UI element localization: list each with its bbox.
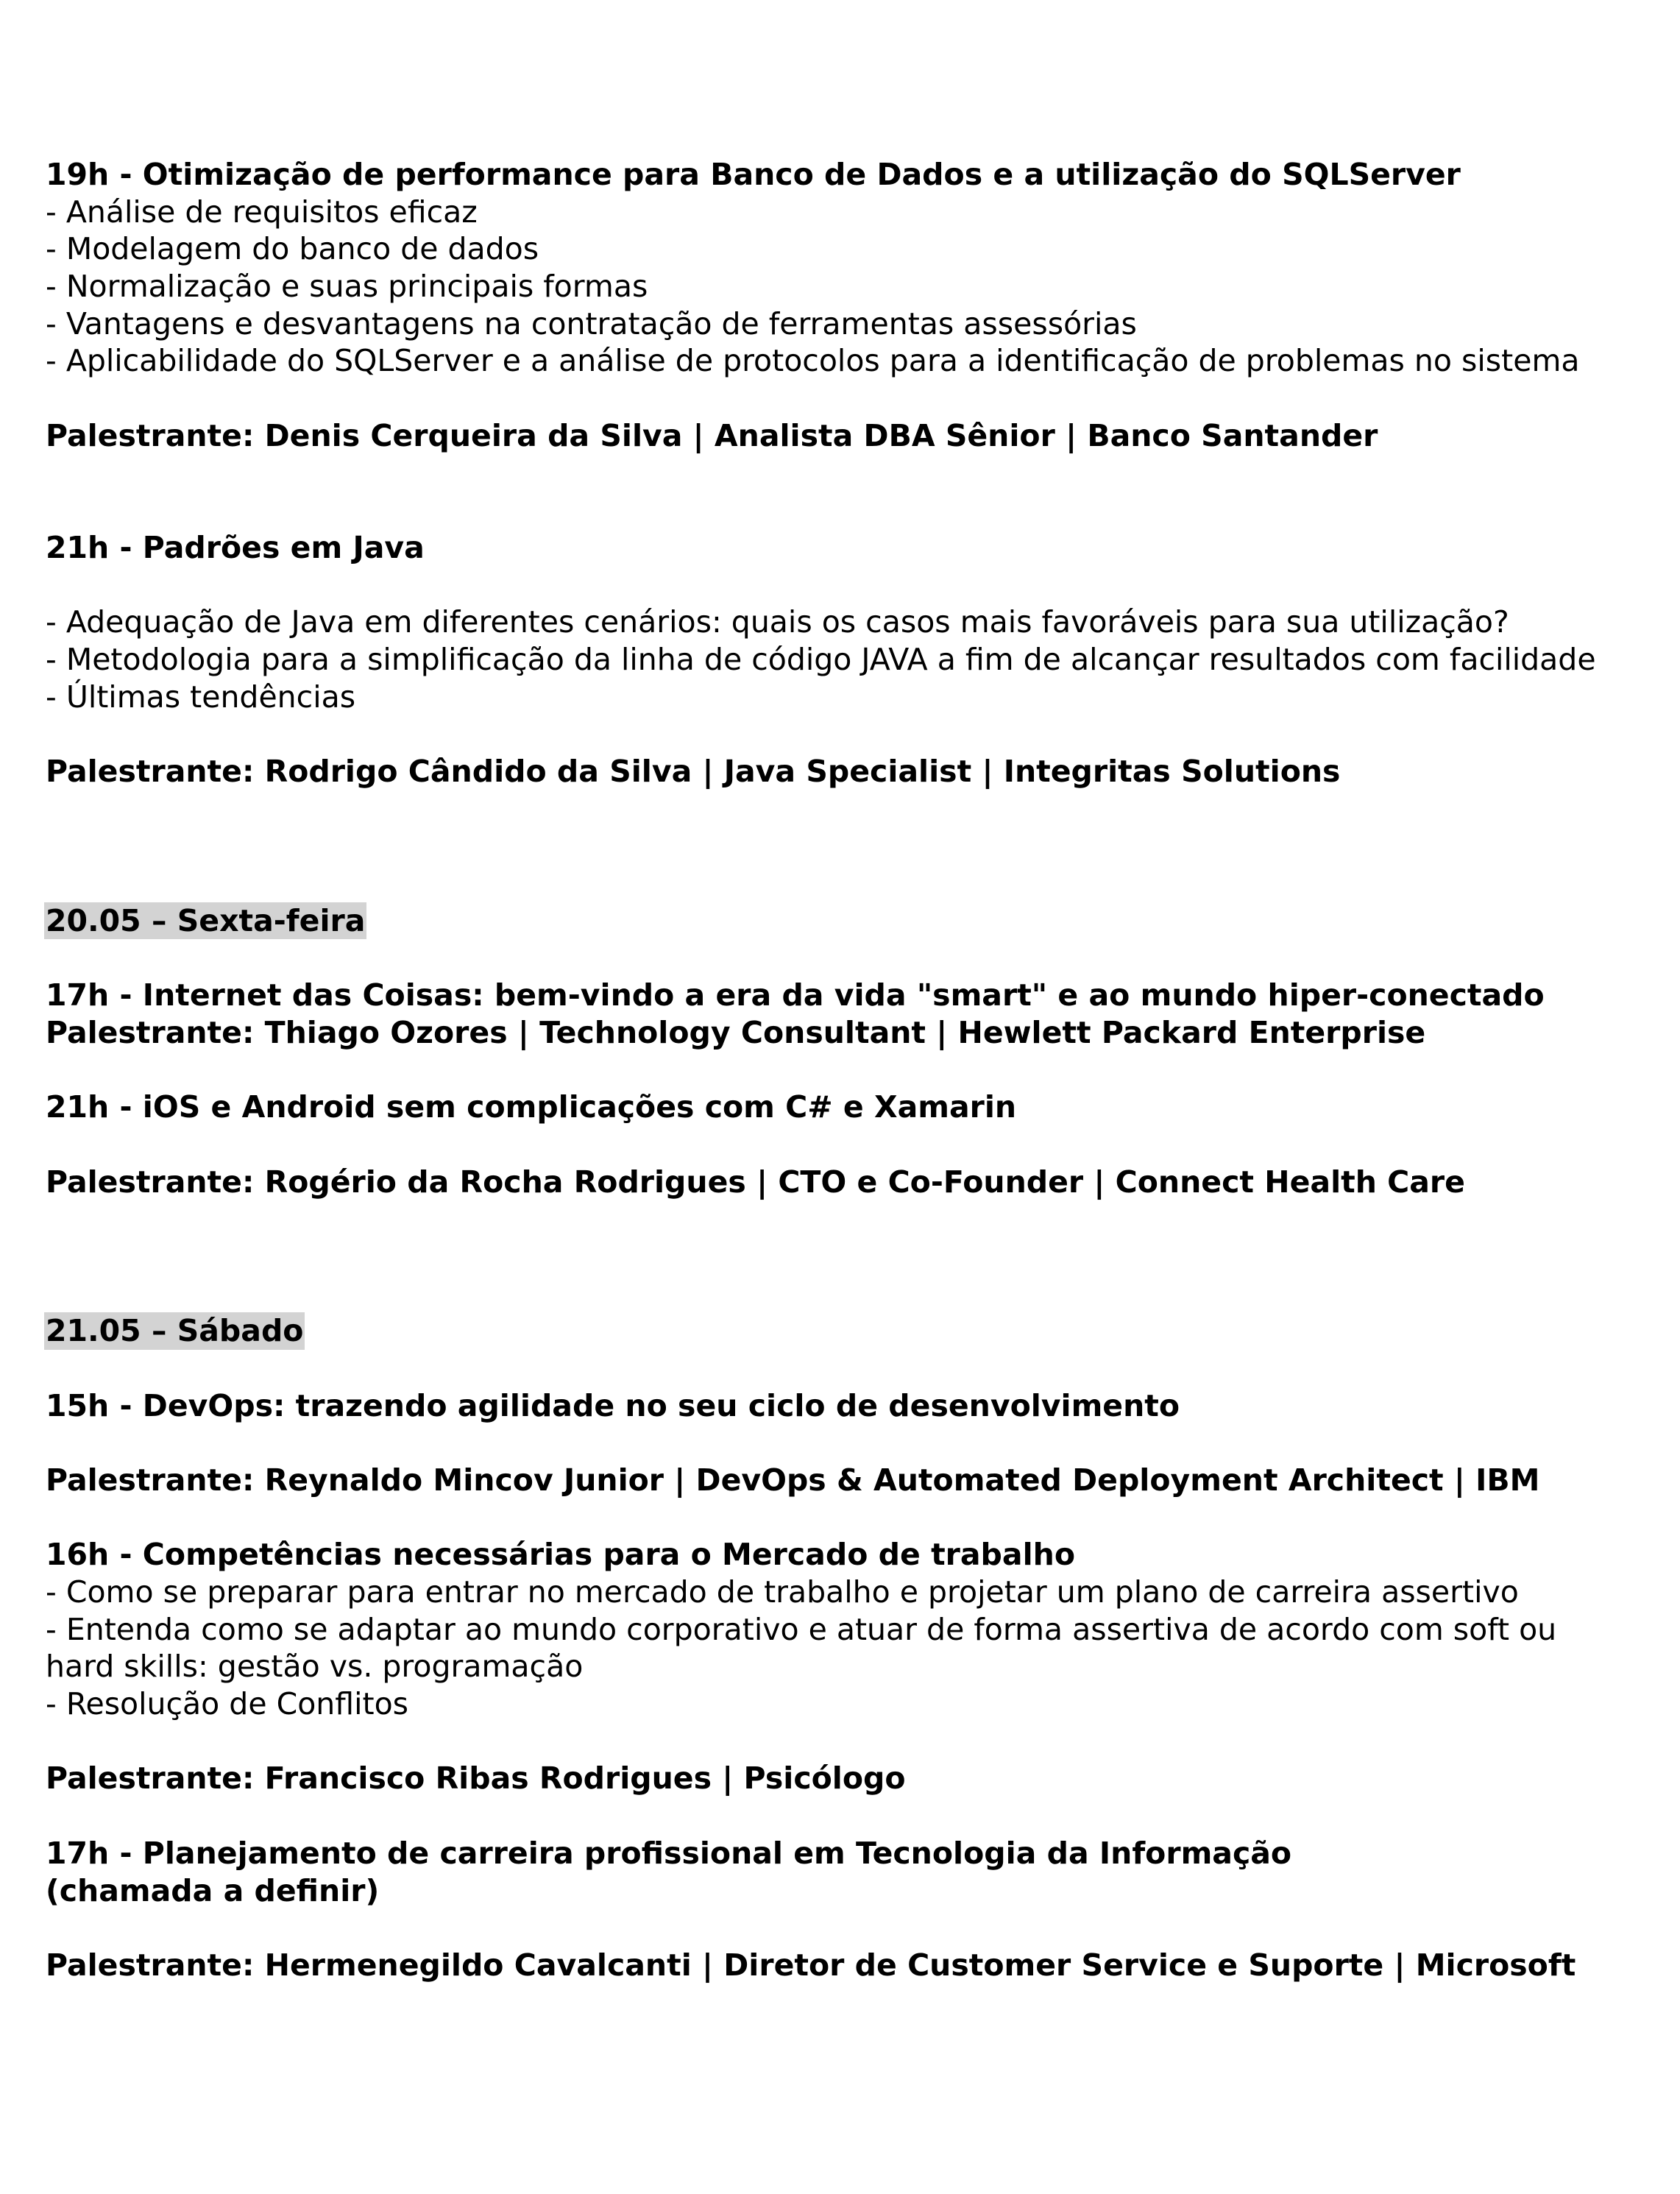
- day-heading-saturday: [46, 1312, 1650, 1350]
- session-speaker: Palestrante: Rogério da Rocha Rodrigues | CTO e Co-Founder | Connect Health Care: [46, 1164, 1465, 1200]
- session-topic: - Modelagem do banco de dados: [46, 231, 539, 267]
- session-title: 16h - Competências necessárias para o Mercado de trabalho: [46, 1537, 1075, 1573]
- session-title: 19h - Otimização de performance para Banco de Dados e a utilização do SQLServer: [46, 157, 1461, 192]
- session-speaker: Palestrante: Rodrigo Cândido da Silva | Java Specialist | Integritas Solutions: [46, 754, 1341, 790]
- session-speaker: Palestrante: Francisco Ribas Rodrigues | Psicólogo: [46, 1760, 906, 1797]
- session-topic: - Resolução de Conflitos: [46, 1686, 409, 1722]
- day-heading-friday: [46, 902, 1650, 940]
- session-topic: - Como se preparar para entrar no mercado de trabalho e projetar um plano de carreira assertivo: [46, 1574, 1519, 1610]
- session-title: 17h - Internet das Coisas: bem-vindo a era da vida "smart" e ao mundo hiper-conectado: [46, 977, 1545, 1013]
- session-speaker: Palestrante: Denis Cerqueira da Silva | Analista DBA Sênior | Banco Santander: [46, 417, 1378, 453]
- session-topic: - Metodologia para a simplificação da linha de código JAVA a fim de alcançar resultados com facilidade: [46, 641, 1596, 677]
- session-title: 21h - iOS e Android sem complicações com C# e Xamarin: [46, 1089, 1017, 1125]
- session-topic: - Últimas tendências: [46, 679, 356, 715]
- session-topic: - Adequação de Java em diferentes cenários: quais os casos mais favoráveis para sua utilização?: [46, 604, 1509, 640]
- session-topic: - Aplicabilidade do SQLServer e a análise de protocolos para a identificação de problemas no sistema: [46, 343, 1580, 379]
- day-label: 20.05 – Sexta-feira: [46, 902, 366, 938]
- schedule-document: [46, 156, 1650, 1984]
- session-topic: - Entenda como se adaptar ao mundo corporativo e atuar de forma assertiva de acordo com soft ou: [46, 1611, 1557, 1647]
- session-speaker: Palestrante: Hermenegildo Cavalcanti | Diretor de Customer Service e Suporte | Microsoft: [46, 1947, 1576, 1983]
- session-topic: hard skills: gestão vs. programação: [46, 1649, 584, 1685]
- session-speaker: Palestrante: Thiago Ozores | Technology Consultant | Hewlett Packard Enterprise: [46, 1014, 1426, 1050]
- session-title: 15h - DevOps: trazendo agilidade no seu ciclo de desenvolvimento: [46, 1387, 1180, 1423]
- session-topic: - Normalização e suas principais formas: [46, 269, 648, 305]
- session-title: 17h - Planejamento de carreira profissional em Tecnologia da Informação: [46, 1835, 1292, 1871]
- session-topic: - Vantagens e desvantagens na contratação de ferramentas assessórias: [46, 305, 1137, 342]
- session-speaker: Palestrante: Reynaldo Mincov Junior | DevOps & Automated Deployment Architect | IBM: [46, 1462, 1540, 1498]
- day-label: 21.05 – Sábado: [46, 1313, 304, 1349]
- session-title: 21h - Padrões em Java: [46, 529, 425, 565]
- session-title-note: (chamada a definir): [46, 1872, 380, 1908]
- session-topic: - Análise de requisitos eficaz: [46, 194, 478, 230]
